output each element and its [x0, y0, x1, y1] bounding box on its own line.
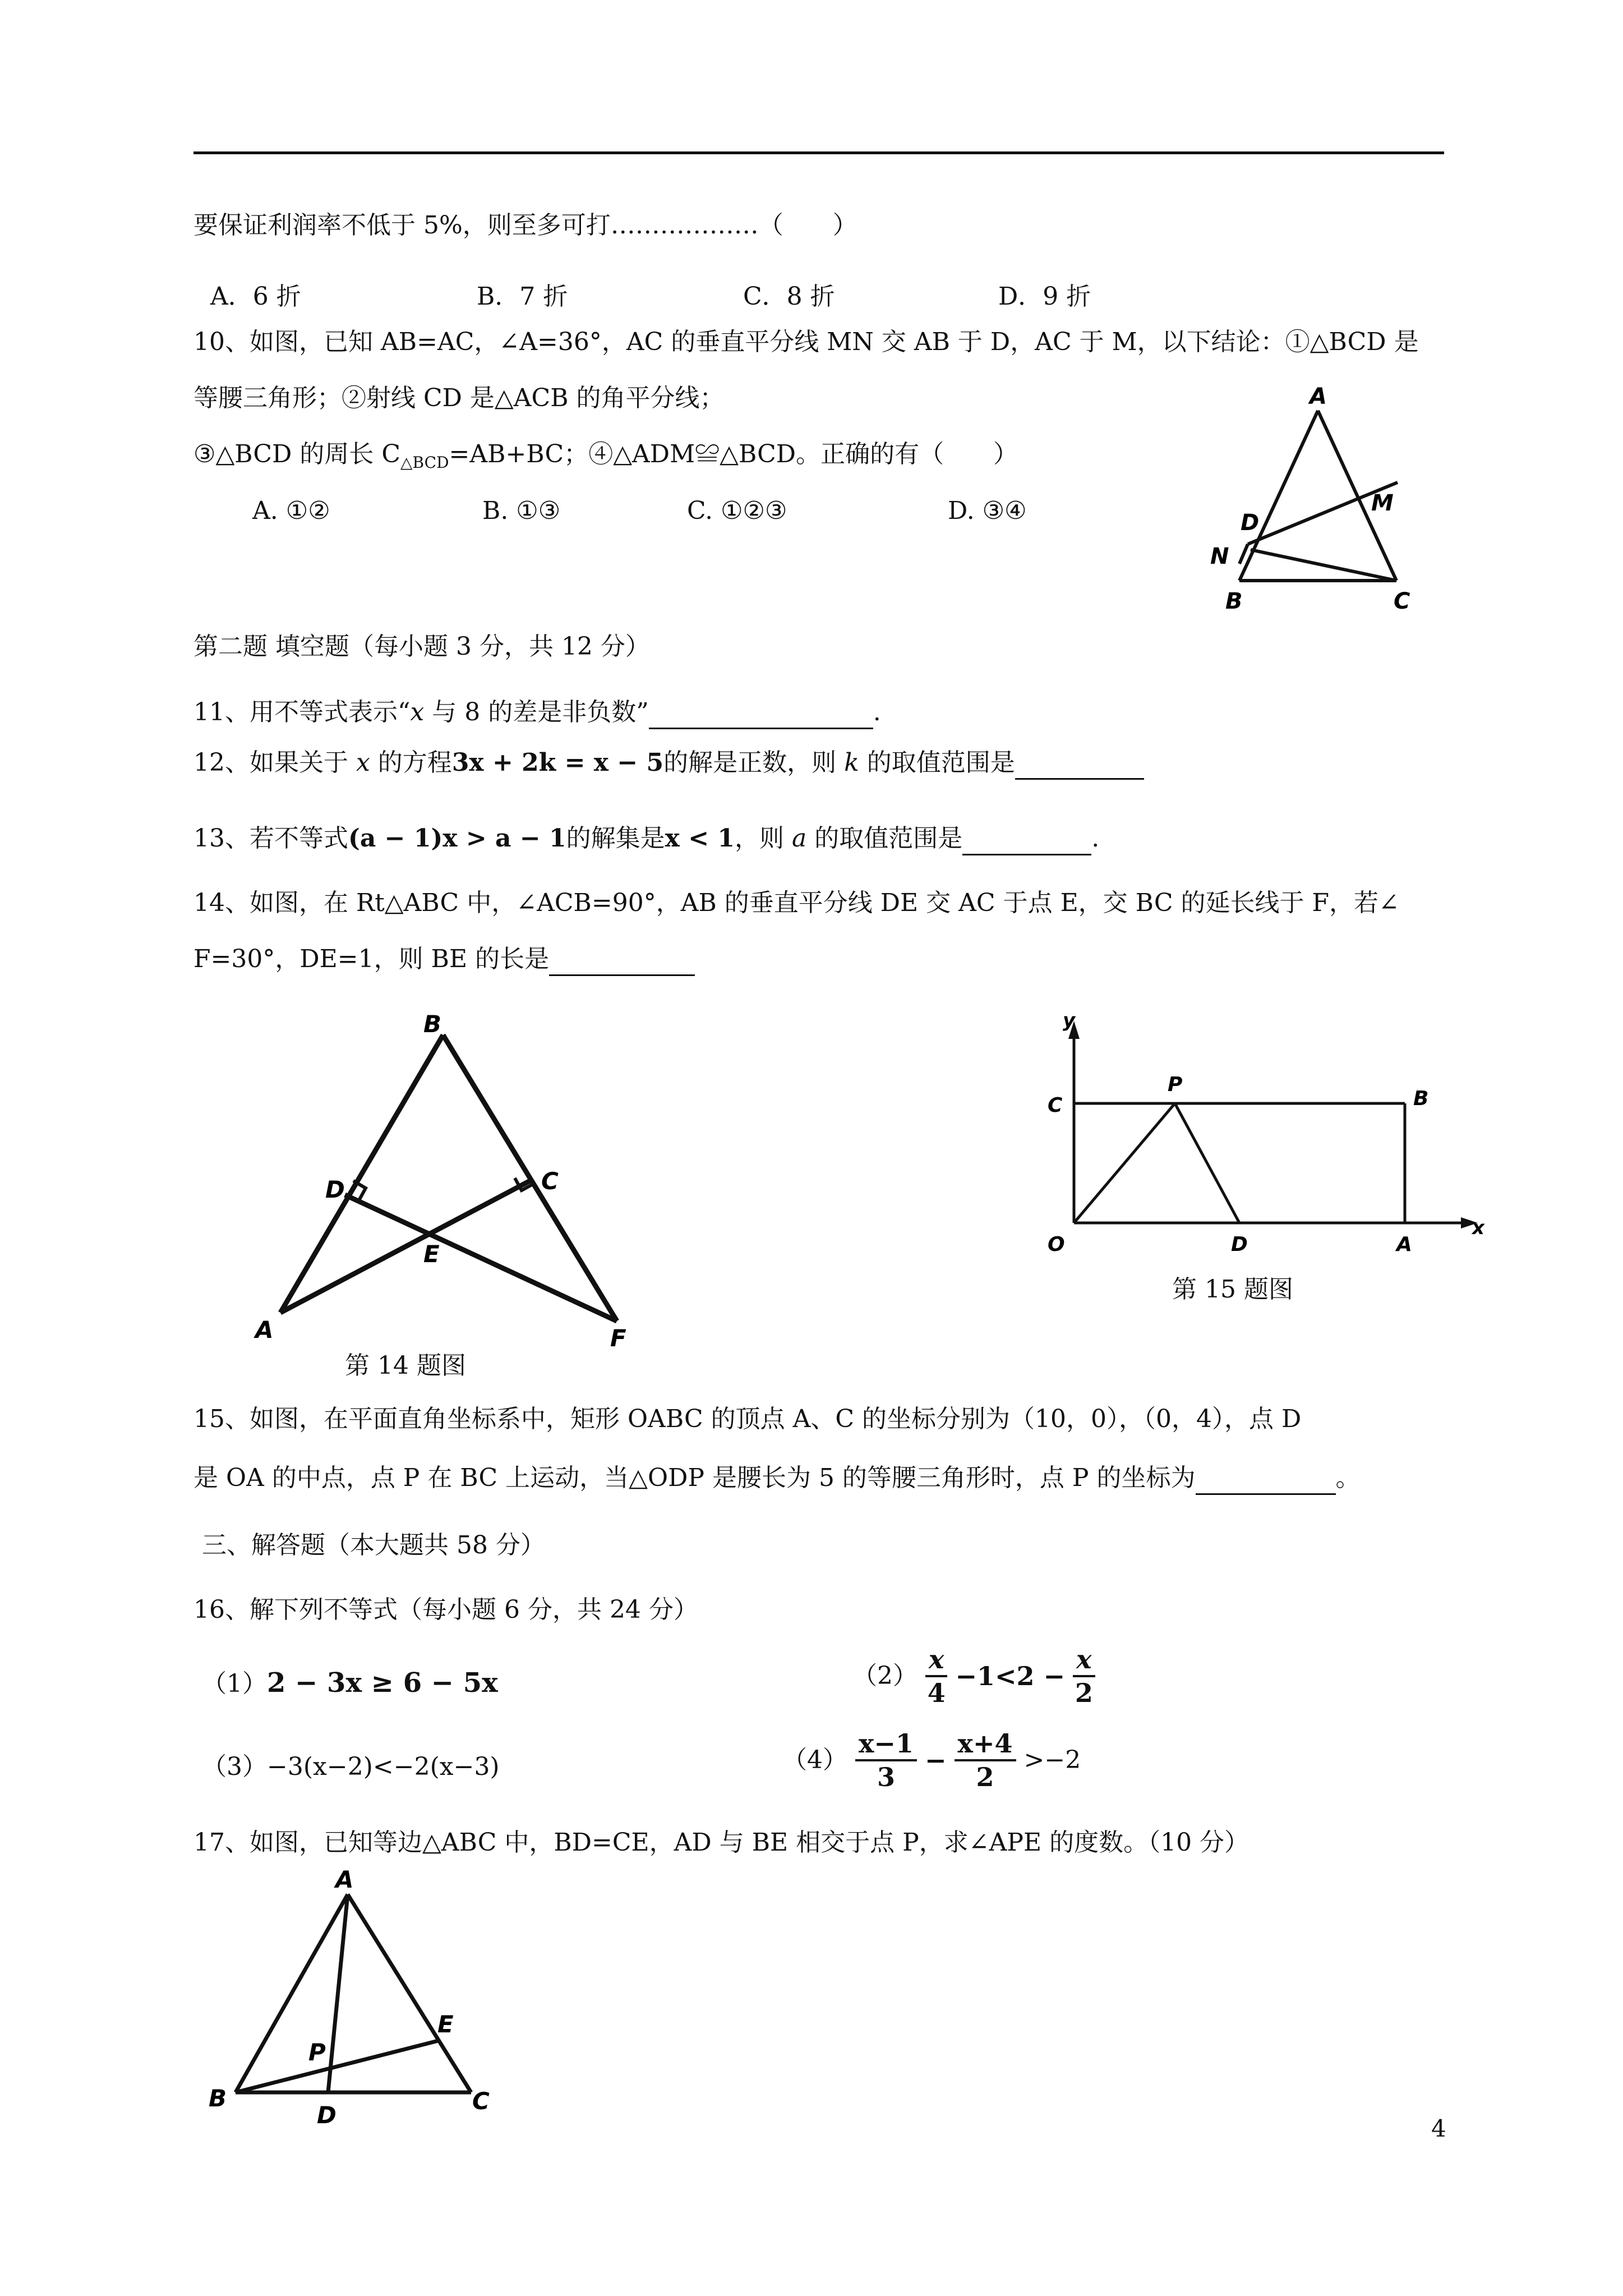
q16-2-fraction1: $\frac{x}{4}$	[925, 1644, 947, 1709]
fig10-label-d: D	[1241, 510, 1260, 536]
q9-option-a: A．6 折	[210, 282, 301, 311]
q15-line1: 15、如图，在平面直角坐标系中，矩形 OABC 的顶点 A、C 的坐标分别为（10，0），（0，4），点 D	[193, 1405, 1302, 1433]
fig10-label-n: N	[1210, 544, 1229, 569]
header-rule	[193, 151, 1444, 154]
q16-1-expression: 2 − 3x ≥ 6 − 5x	[267, 1667, 498, 1699]
q10-option-d: D. ③④	[948, 496, 1027, 525]
q13-blank[interactable]	[962, 854, 1091, 855]
fig14-label-b: B	[423, 1010, 442, 1038]
fig17-label-d: D	[317, 2101, 336, 2129]
fig15-label-x: x	[1472, 1217, 1484, 1239]
fig17-label-a: A	[335, 1866, 354, 1893]
page-number: 4	[1431, 2115, 1446, 2142]
figure-q14	[247, 1010, 662, 1346]
q13-inequality: (a − 1)x > a − 1	[348, 824, 566, 853]
fig17-label-c: C	[472, 2087, 490, 2115]
q16-4-fraction1: $\frac{x-1}{3}$	[855, 1728, 917, 1793]
fig15-label-b: B	[1413, 1087, 1429, 1110]
q11-blank[interactable]	[649, 728, 873, 729]
figure-q10	[1195, 381, 1441, 617]
q16-title: 16、解下列不等式（每小题 6 分，共 24 分）	[193, 1595, 698, 1624]
q10-line1: 10、如图，已知 AB=AC，∠A=36°，AC 的垂直平分线 MN 交 AB 于 D，AC 于 M，以下结论：①△BCD 是	[193, 328, 1419, 356]
q17: 17、如图，已知等边△ABC 中，BD=CE，AD 与 BE 相交于点 P，求∠APE 的度数。（10 分）	[193, 1828, 1249, 1857]
fig14-label-d: D	[325, 1176, 345, 1203]
q12: 12、如果关于 x 的方程3x + 2k = x − 5的解是正数，则 k 的取值范围是	[193, 746, 1144, 780]
q10-option-b: B. ①③	[482, 496, 561, 525]
q9-option-d: D．9 折	[998, 282, 1091, 311]
fig10-label-c: C	[1394, 588, 1410, 614]
q13: 13、若不等式(a − 1)x > a − 1的解集是x < 1，则 a 的取值范围是 .	[193, 822, 1099, 855]
fig14-label-a: A	[255, 1316, 274, 1343]
q14-line1: 14、如图，在 Rt△ABC 中，∠ACB=90°，AB 的垂直平分线 DE 交 AC 于点 E，交 BC 的延长线于 F，若∠	[193, 889, 1399, 917]
fig10-label-b: B	[1225, 588, 1243, 614]
fig10-label-m: M	[1371, 490, 1394, 516]
q16-part2: （2） $\frac{x}{4}$ −1<2 − $\frac{x}{2}$	[852, 1644, 1095, 1709]
q10-option-c: C. ①②③	[687, 496, 787, 525]
q13-solution: x < 1	[665, 824, 735, 853]
q16-2-fraction2: $\frac{x}{2}$	[1073, 1644, 1095, 1709]
fig15-caption: 第 15 题图	[1172, 1275, 1293, 1304]
q16-part1: （1）2 − 3x ≥ 6 − 5x	[202, 1667, 498, 1699]
fig14-label-c: C	[541, 1167, 559, 1195]
q9-tail: 要保证利润率不低于 5%，则至多可打………………（ ）	[193, 211, 857, 240]
figure-q15	[1038, 1004, 1486, 1262]
q10-line2: 等腰三角形；②射线 CD 是△ACB 的角平分线；	[193, 384, 725, 412]
q12-blank[interactable]	[1015, 778, 1144, 780]
section3-title: 三、解答题（本大题共 58 分）	[202, 1531, 545, 1559]
q14-blank[interactable]	[549, 974, 695, 976]
fig17-label-p: P	[308, 2039, 326, 2066]
section2-title: 第二题 填空题（每小题 3 分，共 12 分）	[193, 632, 650, 661]
fig10-label-a: A	[1310, 384, 1327, 409]
fig17-label-b: B	[209, 2085, 227, 2112]
q14-line2: F=30°，DE=1，则 BE 的长是	[193, 942, 695, 976]
q16-4-fraction2: $\frac{x+4}{2}$	[955, 1728, 1016, 1793]
q15-blank[interactable]	[1196, 1493, 1336, 1495]
fig14-label-f: F	[610, 1324, 626, 1346]
fig14-label-e: E	[423, 1240, 440, 1268]
fig14-caption: 第 14 题图	[345, 1351, 466, 1380]
q9-option-b: B．7 折	[477, 282, 568, 311]
fig15-label-a: A	[1396, 1233, 1412, 1256]
fig17-label-e: E	[437, 2010, 454, 2038]
fig15-label-p: P	[1168, 1073, 1183, 1096]
q10-option-a: A. ①②	[252, 496, 330, 525]
fig15-label-o: O	[1048, 1233, 1065, 1256]
q16-part3: （3）−3(x−2)<−2(x−3)	[202, 1752, 500, 1781]
fig15-label-d: D	[1231, 1233, 1248, 1256]
q10-line3: ③△BCD 的周长 $C_{\triangle BCD}=AB+BC$；④△ADM≌△BCD。正确的有（ ）	[193, 440, 1018, 472]
q9-option-c: C．8 折	[743, 282, 835, 311]
q12-equation: 3x + 2k = x − 5	[451, 748, 664, 777]
q10-subscript: △BCD	[400, 453, 449, 472]
fig15-label-y: y	[1063, 1009, 1076, 1032]
q16-part4: （4） $\frac{x-1}{3}$ − $\frac{x+4}{2}$ >−2	[782, 1728, 1081, 1792]
q15-line2: 是 OA 的中点，点 P 在 BC 上运动，当△ODP 是腰长为 5 的等腰三角形时，点 P 的坐标为 。	[193, 1461, 1361, 1495]
fig15-label-c: C	[1048, 1094, 1063, 1117]
q11: 11、用不等式表示“x 与 8 的差是非负数” .	[193, 696, 881, 729]
figure-q17	[202, 1860, 516, 2129]
